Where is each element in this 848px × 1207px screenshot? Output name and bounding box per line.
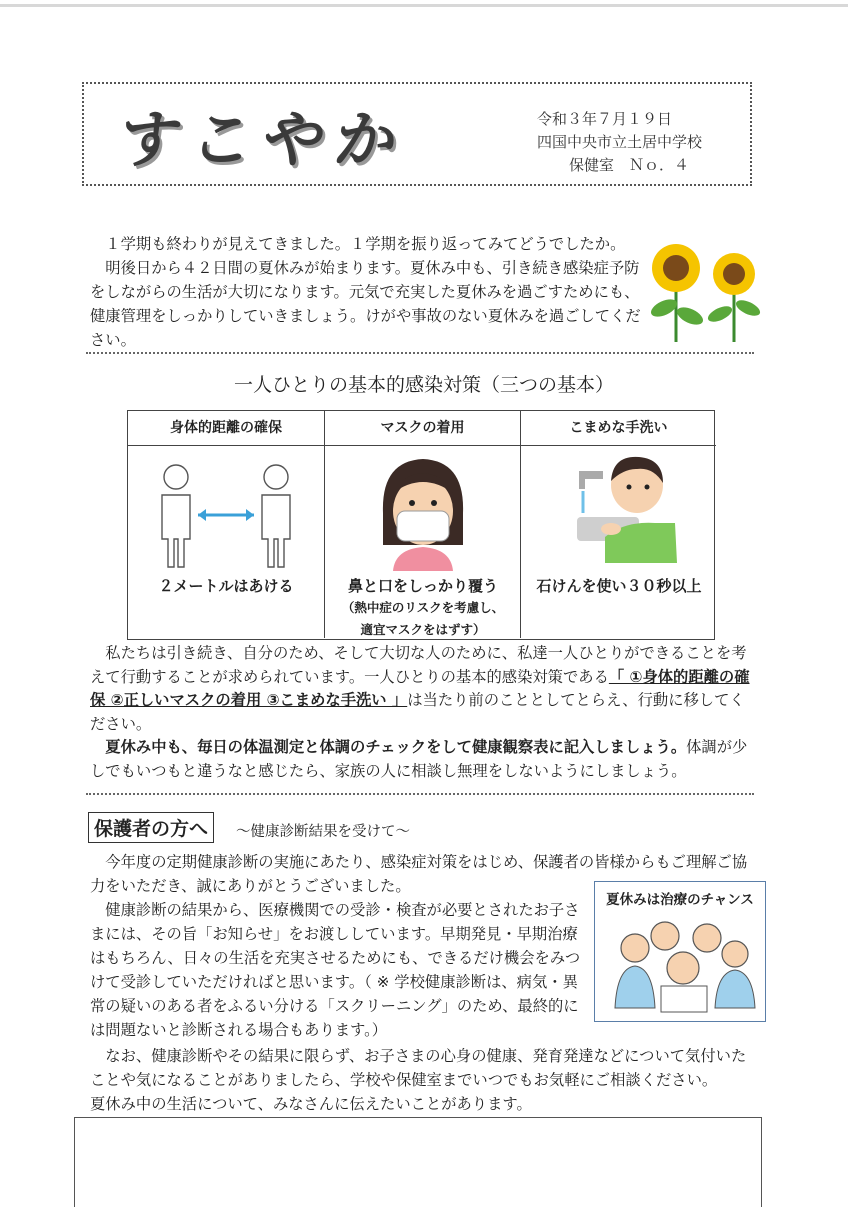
- school-name: 四国中央市立土居中学校: [537, 133, 703, 151]
- measure-note: [325, 597, 521, 641]
- issue-info: [537, 108, 702, 177]
- three-basics-highlight: 「 ①身体的距離の確保 ②正しいマスクの着用 ③こまめな手洗い 」: [90, 667, 750, 709]
- newsletter-header: [82, 82, 752, 186]
- measure-head: こまめな手洗い: [521, 411, 716, 446]
- treatment-chance-box: [594, 881, 766, 1022]
- intro-paragraph: 明後日から４２日間の夏休みが始まります。夏休み中も、引き続き感染症予防をしながらの生活が大切になります。元気で充実した夏休みを過ごすためにも、健康管理をしっかりしていきましょう。けがや事故のない夏休みを過ごしてください。: [90, 259, 641, 349]
- guardian-section-subtitle: ～健康診断結果を受けて～: [236, 824, 410, 840]
- measure-distance: [128, 411, 324, 638]
- guardian-paragraph: なお、健康診断やその結果に限らず、お子さまの心身の健康、発育発達などについて気付いたことや気になることがありましたら、学校や保健室までいつでもお気軽にご相談ください。: [90, 1047, 747, 1089]
- section-title: 一人ひとりの基本的感染対策（三つの基本）: [233, 374, 614, 396]
- issue-date: 令和３年７月１９日: [537, 110, 673, 128]
- sunflower-illustration: [646, 238, 764, 342]
- handwash-boy-icon: [565, 451, 685, 571]
- guardian-paragraph: 今年度の定期健康診断の実施にあたり、感染症対策をはじめ、保護者の皆様からもご理解ご協力をいただき、誠にありがとうございました。: [90, 853, 748, 895]
- divider: [86, 352, 754, 354]
- intro-text: [90, 232, 650, 352]
- mask-girl-icon: [375, 453, 471, 571]
- measure-note-line: （熱中症のリスクを考慮し、: [341, 600, 505, 615]
- measure-caption: 鼻と口をしっかり覆う: [347, 577, 498, 595]
- top-border: [0, 4, 848, 7]
- measure-head: 身体的距離の確保: [128, 411, 324, 446]
- measure-caption: ２メートルはあける: [158, 577, 294, 595]
- measure-head: マスクの着用: [325, 411, 520, 446]
- measure-caption: 石けんを使い３０秒以上: [536, 577, 702, 595]
- distance-people-icon: [148, 459, 304, 569]
- bottom-message-box: [74, 1117, 762, 1207]
- guardian-section-title: 保護者の方へ: [88, 812, 214, 843]
- guardian-paragraph: 健康診断の結果から、医療機関での受診・検査が必要とされたお子さまには、その旨「お知らせ」をお渡ししています。早期発見・早期治療はもちろん、日々の生活を充実させるためにも、できるだけ機会をみつけて受診していただければと思います。（ ※ 学校健康診断は、病気・異常の疑いのある者をふるい分ける「スクリーニング」のため、最終的には問題ないと診断される場合もあります。）: [90, 901, 581, 1039]
- doctors-illustration: [595, 908, 763, 1016]
- guardian-paragraph: 夏休み中の生活について、みなさんに伝えたいことがあります。: [90, 1095, 532, 1113]
- text-run: 私たちは引き続き、自分のため、そして大切な人のために、私達一人ひとりができることを考えて行動することが求められています。一人ひとりの基本的感染対策である: [90, 644, 747, 686]
- infection-measures-table: [127, 410, 715, 640]
- text-run: は当たり前のこととしてとらえ、行動に移してください。: [90, 691, 745, 733]
- treatment-chance-title: 夏休みは治療のチャンス: [606, 892, 754, 908]
- measure-handwash: [520, 411, 716, 638]
- measure-note-line: 適宜マスクをはずす）: [360, 622, 486, 637]
- intro-paragraph: １学期も終わりが見えてきました。１学期を振り返ってみてどうでしたか。: [105, 235, 626, 253]
- newsletter-title: すこやか: [114, 103, 413, 176]
- infection-paragraph: [90, 642, 758, 736]
- guardian-text-2: [90, 1044, 760, 1116]
- issue-number: 保健室 Ｎｏ．４: [569, 156, 690, 174]
- health-check-highlight: 夏休み中も、毎日の体温測定と体調のチェックをして健康観察表に記入しましょう。: [105, 738, 687, 756]
- infection-text: [90, 642, 758, 783]
- infection-paragraph: [90, 736, 758, 783]
- text-run: 体調が少しでもいつもと違うなと感じたら、家族の人に相談し無理をしないようにしましょう。: [90, 738, 748, 780]
- measure-mask: [324, 411, 520, 638]
- divider: [86, 793, 754, 795]
